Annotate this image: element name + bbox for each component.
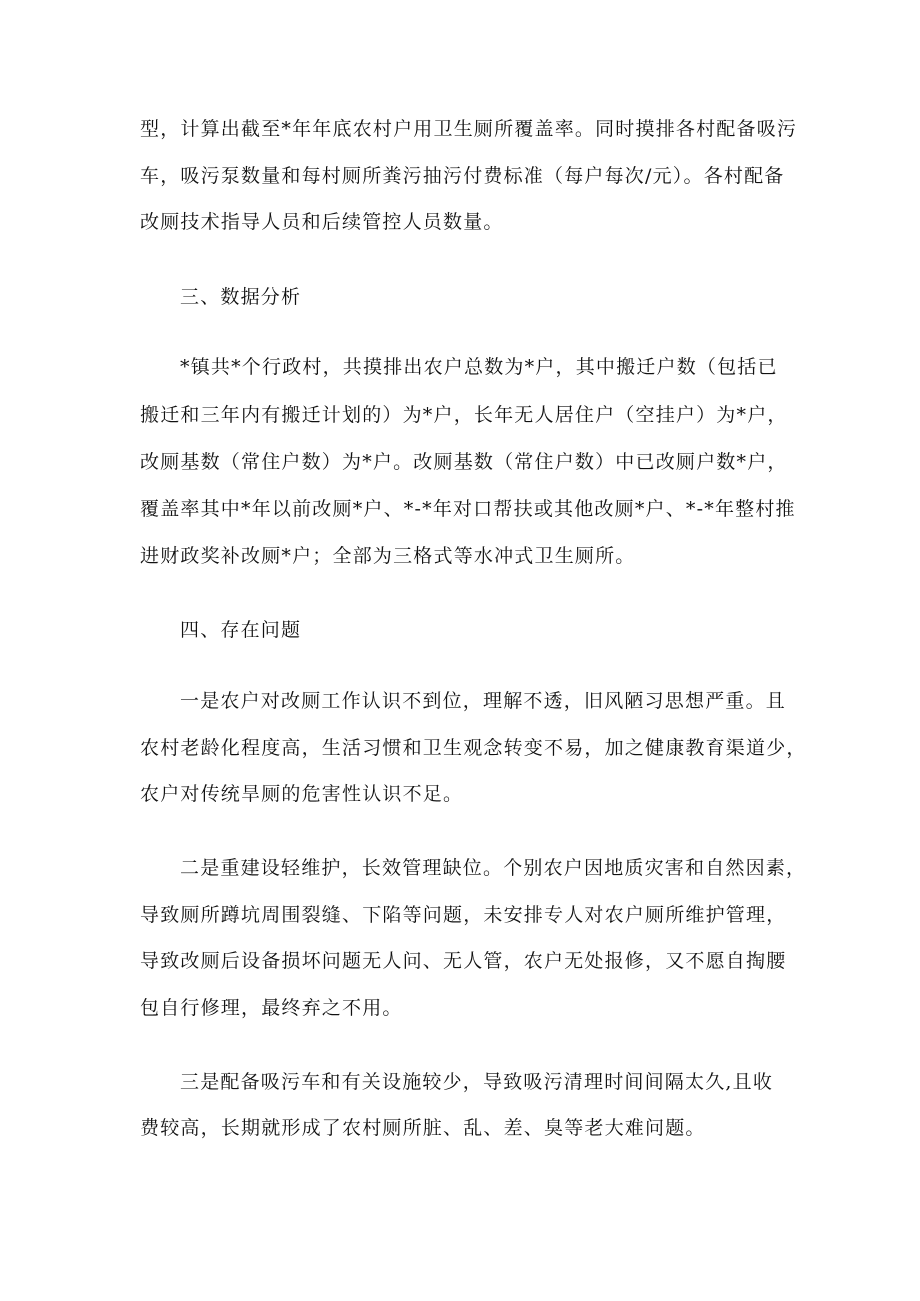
paragraph-line: 农户对传统旱厕的危害性认识不足。 [140, 783, 464, 805]
paragraph-line: 改厕基数（常住户数）为*户。改厕基数（常住户数）中已改厕户数*户， [140, 451, 788, 473]
paragraph-line: 搬迁和三年内有搬迁计划的）为*户，长年无人居住户（空挂户）为*户， [140, 404, 788, 426]
paragraph-line: 导致厕所蹲坑周围裂缝、下陷等问题，未安排专人对农户厕所维护管理， [140, 904, 787, 926]
paragraph-line: 费较高，长期就形成了农村厕所脏、乱、差、臭等老大难问题。 [140, 1117, 706, 1139]
paragraph-line: 三是配备吸污车和有关设施较少，导致吸污清理时间间隔太久,且收 [180, 1071, 774, 1093]
section-heading-data-analysis: 三、数据分析 [180, 286, 302, 308]
paragraph-line: 农村老龄化程度高，生活习惯和卫生观念转变不易，加之健康教育渠道少， [140, 737, 807, 759]
paragraph-line: 包自行修理，最终弃之不用。 [140, 997, 403, 1019]
paragraph-line: 一是农户对改厕工作认识不到位，理解不透，旧风陋习思想严重。且 [180, 690, 787, 712]
paragraph-continuation-line: 车，吸污泵数量和每村厕所粪污抽污付费标准（每户每次/元）。各村配备 [140, 165, 785, 187]
paragraph-line: 导致改厕后设备损坏问题无人问、无人管，农户无处报修，又不愿自掏腰 [140, 950, 787, 972]
paragraph-line: 进财政奖补改厕*户；全部为三格式等水冲式卫生厕所。 [140, 545, 636, 567]
paragraph-line: 覆盖率其中*年以前改厕*户、*-*年对口帮扶或其他改厕*户、*-*年整村推 [140, 498, 796, 520]
paragraph-continuation-line: 改厕技术指导人员和后续管控人员数量。 [140, 211, 504, 233]
paragraph-line: 二是重建设轻维护，长效管理缺位。个别农户因地质灾害和自然因素， [180, 857, 807, 879]
paragraph-continuation-line: 型，计算出截至*年年底农村户用卫生厕所覆盖率。同时摸排各村配备吸污 [140, 118, 798, 140]
paragraph-line: *镇共*个行政村，共摸排出农户总数为*户，其中搬迁户数（包括已 [180, 356, 778, 378]
section-heading-existing-problems: 四、存在问题 [180, 619, 302, 641]
